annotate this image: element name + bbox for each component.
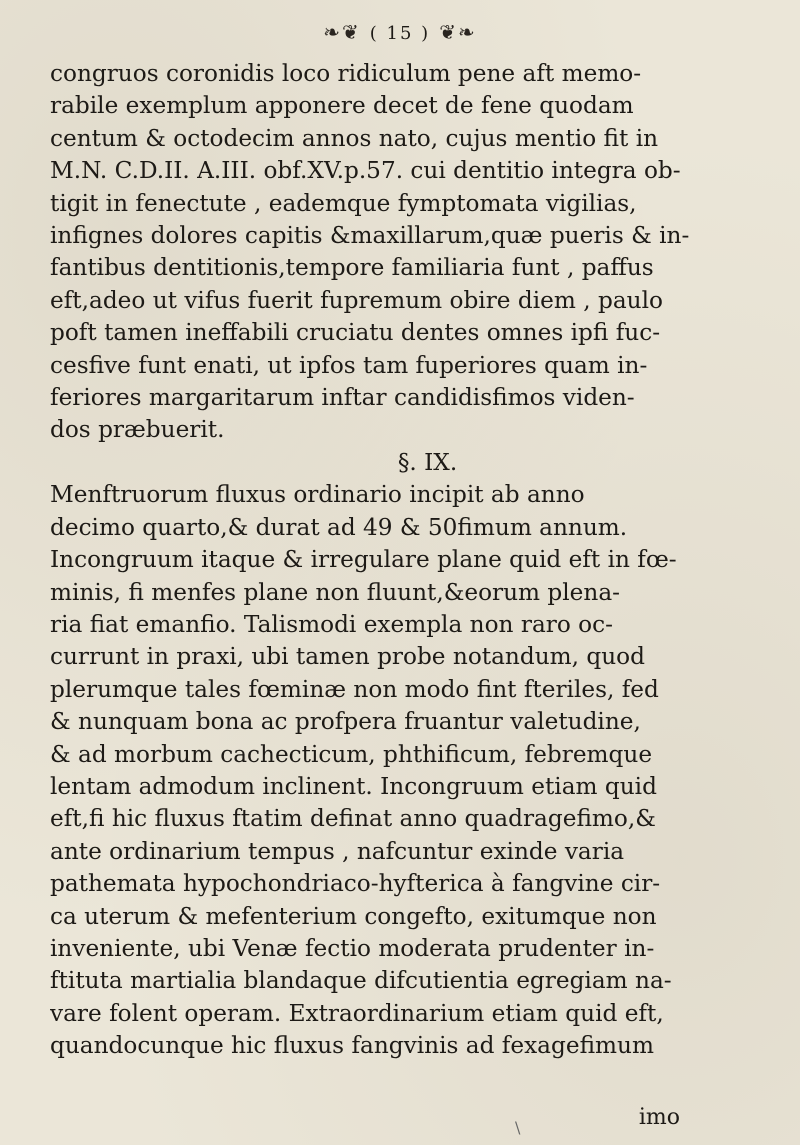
text-line: Incongruum itaque & irregulare plane quid eft in fœ- [50,546,677,574]
text-line: eft,adeo ut vifus fuerit fupremum obire diem , paulo [50,286,663,314]
text-line: ante ordinarium tempus , nafcuntur exinde varia [50,837,625,865]
page-number: ( 15 ) [369,23,431,44]
text-line: poft tamen ineffabili cruciatu dentes omnes ipfi fuc- [50,319,661,347]
text-line: dos præbuerit. [50,416,225,444]
body-text [50,58,765,1063]
text-line: inveniente, ubi Venæ fectio moderata prudenter in- [50,934,655,962]
text-line: infignes dolores capitis &maxillarum,quæ pueris & in- [50,222,690,250]
text-line: tigit in fenectute , eademque fymptomata vigilias, [50,189,637,217]
text-line: lentam admodum inclinent. Incongruum etiam quid [50,772,657,800]
text-line: ria fiat emanfio. Talismodi exempla non raro oc- [50,610,613,638]
text-line: plerumque tales fœminæ non modo fint fteriles, fed [50,675,659,703]
ornament-right-icon: ❦❧ [439,20,477,44]
text-line: feriores margaritarum inftar candidisfimos viden- [50,384,635,412]
text-line: M.N. C.D.II. A.III. obf.XV.p.57. cui dentitio integra ob- [50,157,681,185]
text-line: eft,fi hic fluxus ftatim definat anno quadragefimo,& [50,805,656,833]
section-heading: §. IX. [397,448,458,476]
text-line: cesfive funt enati, ut ipfos tam fuperiores quam in- [50,351,648,379]
text-line: quandocunque hic fluxus fangvinis ad fexagefimum [50,1032,654,1060]
text-line: ca uterum & mefenterium congefto, exitumque non [50,902,657,930]
ornament-left-icon: ❧❦ [323,20,361,44]
page-header [0,20,800,45]
text-line: & ad morbum cachecticum, phthificum, febremque [50,740,653,768]
text-line: & nunquam bona ac profpera fruantur valetudine, [50,708,641,736]
text-line: minis, fi menfes plane non fluunt,&eorum plena- [50,578,620,606]
text-line: Menftruorum fluxus ordinario incipit ab anno [50,481,585,509]
text-line: rabile exemplum apponere decet de fene quodam [50,92,634,120]
text-line: decimo quarto,& durat ad 49 & 50fimum annum. [50,513,628,541]
text-line: pathemata hypochondriaco-hyfterica à fangvine cir- [50,870,661,898]
catchword: imo [638,1105,680,1130]
text-line: ftituta martialia blandaque difcutientia egregiam na- [50,967,672,995]
text-line: fantibus dentitionis,tempore familiaria funt , paffus [50,254,654,282]
text-line: currunt in praxi, ubi tamen probe notandum, quod [50,643,645,671]
bottom-mark: \ [515,1118,521,1137]
text-line: congruos coronidis loco ridiculum pene aft memo- [50,60,642,87]
text-line: vare folent operam. Extraordinarium etiam quid eft, [50,999,664,1027]
text-line: centum & octodecim annos nato, cujus mentio fit in [50,124,659,152]
